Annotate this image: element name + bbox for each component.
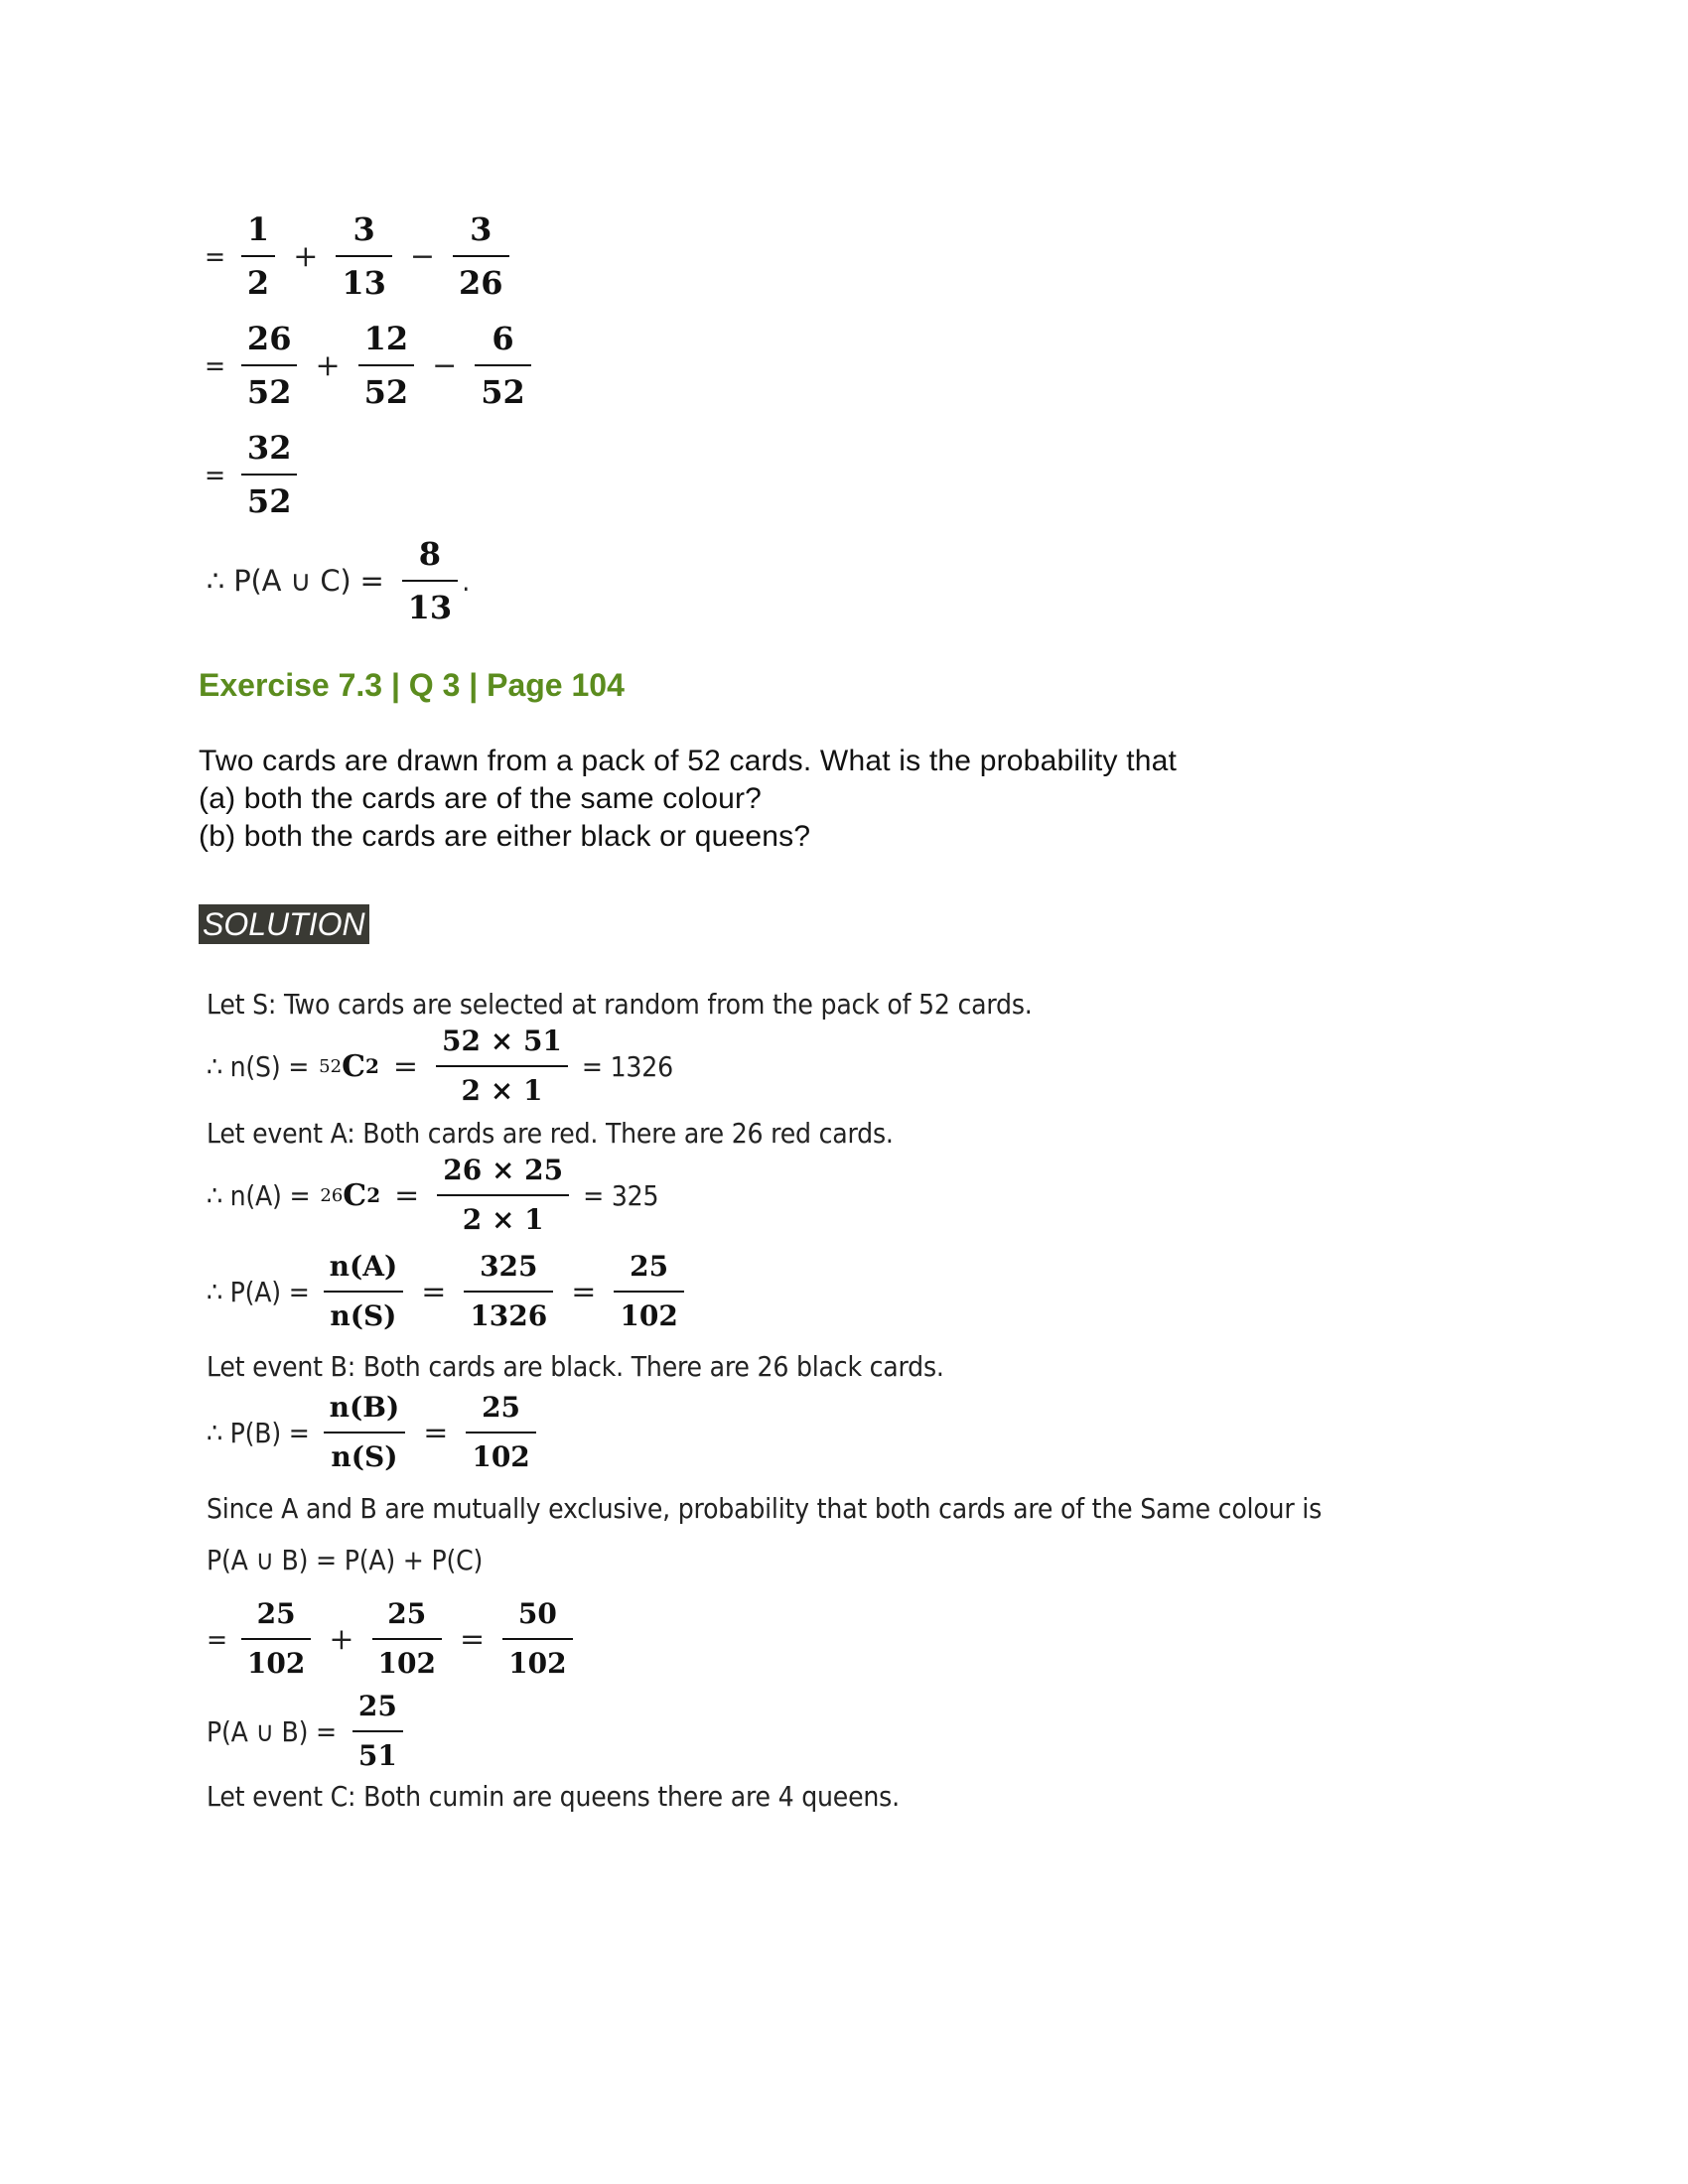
result-label: ∴ P(A ∪ C) = bbox=[207, 564, 384, 598]
fraction: $\frac{25}{102}$ bbox=[241, 1600, 311, 1678]
fraction: $\frac{1}{2}$ bbox=[241, 213, 275, 299]
equation-p-b: ∴ P(B) = $\frac{n(B)}{n(S)}$ = $\frac{25}{102}$ bbox=[207, 1394, 540, 1471]
fraction: $\frac{25}{51}$ bbox=[352, 1693, 403, 1770]
operator: + bbox=[293, 238, 319, 274]
fraction: $\frac{25}{102}$ bbox=[466, 1394, 535, 1471]
fraction: $\frac{3}{13}$ bbox=[336, 213, 392, 299]
fraction: $\frac{n(B)}{n(S)}$ bbox=[324, 1394, 406, 1471]
equation-row-2 bbox=[205, 320, 535, 411]
equals-sign: = bbox=[205, 348, 225, 382]
fraction: $\frac{32}{52}$ bbox=[241, 432, 298, 517]
solution-line-event-b: Let event B: Both cards are black. There are 26 black cards. bbox=[207, 1350, 944, 1383]
solution-line-mutually-exclusive: Since A and B are mutually exclusive, probability that both cards are of the Same colour is bbox=[207, 1492, 1322, 1525]
equals-sign: = bbox=[205, 458, 225, 491]
fraction: $\frac{26 \times 25}{2 \times 1}$ bbox=[437, 1157, 569, 1234]
question-line: Two cards are drawn from a pack of 52 cards. What is the probability that bbox=[199, 745, 1178, 777]
solution-line-sample-space: Let S: Two cards are selected at random from the pack of 52 cards. bbox=[207, 988, 1033, 1021]
fraction: $\frac{25}{102}$ bbox=[614, 1253, 683, 1330]
question-line: (b) both the cards are either black or queens? bbox=[199, 820, 811, 853]
fraction: $\frac{3}{26}$ bbox=[453, 213, 509, 299]
exercise-heading: Exercise 7.3 | Q 3 | Page 104 bbox=[199, 667, 625, 703]
operator: − bbox=[432, 347, 458, 383]
equation-p-a: ∴ P(A) = $\frac{n(A)}{n(S)}$ = $\frac{325}{1326}$ = $\frac{25}{102}$ bbox=[207, 1253, 688, 1330]
question-line: (a) both the cards are of the same colour? bbox=[199, 782, 763, 815]
operator: − bbox=[409, 238, 435, 274]
result-p-a-union-c bbox=[207, 535, 470, 626]
solution-badge: SOLUTION bbox=[199, 904, 369, 944]
operator: + bbox=[315, 347, 341, 383]
equals-sign: = bbox=[205, 239, 225, 273]
fraction: $\frac{25}{102}$ bbox=[372, 1600, 442, 1678]
fraction: $\frac{8}{13}$ bbox=[402, 538, 459, 623]
fraction: $\frac{26}{52}$ bbox=[241, 323, 298, 408]
fraction: $\frac{6}{52}$ bbox=[475, 323, 531, 408]
solution-line-event-a: Let event A: Both cards are red. There are 26 red cards. bbox=[207, 1117, 894, 1150]
period: . bbox=[462, 564, 470, 598]
fraction: $\frac{12}{52}$ bbox=[358, 323, 415, 408]
equation-union-result: P(A ∪ B) = $\frac{25}{51}$ bbox=[207, 1693, 407, 1770]
equation-row-3 bbox=[205, 429, 301, 520]
equation-row-1 bbox=[205, 210, 513, 302]
equation-sum: = $\frac{25}{102}$ + $\frac{25}{102}$ = $\frac{50}{102}$ bbox=[207, 1600, 577, 1678]
fraction: $\frac{50}{102}$ bbox=[502, 1600, 572, 1678]
fraction: $\frac{325}{1326}$ bbox=[464, 1253, 553, 1330]
solution-line-union: P(A ∪ B) = P(A) + P(C) bbox=[207, 1544, 484, 1576]
solution-line-event-c: Let event C: Both cumin are queens there are 4 queens. bbox=[207, 1780, 900, 1813]
fraction: $\frac{n(A)}{n(S)}$ bbox=[324, 1253, 404, 1330]
equation-n-s: ∴ n(S) = 52 C 2 = $\frac{52 \times 51}{2 \times 1}$ = 1326 bbox=[207, 1024, 673, 1107]
equation-n-a: ∴ n(A) = 26 C 2 = $\frac{26 \times 25}{2 \times 1}$ = 325 bbox=[207, 1154, 659, 1236]
question-text bbox=[199, 743, 1177, 856]
fraction: $\frac{52 \times 51}{2 \times 1}$ bbox=[436, 1027, 568, 1105]
